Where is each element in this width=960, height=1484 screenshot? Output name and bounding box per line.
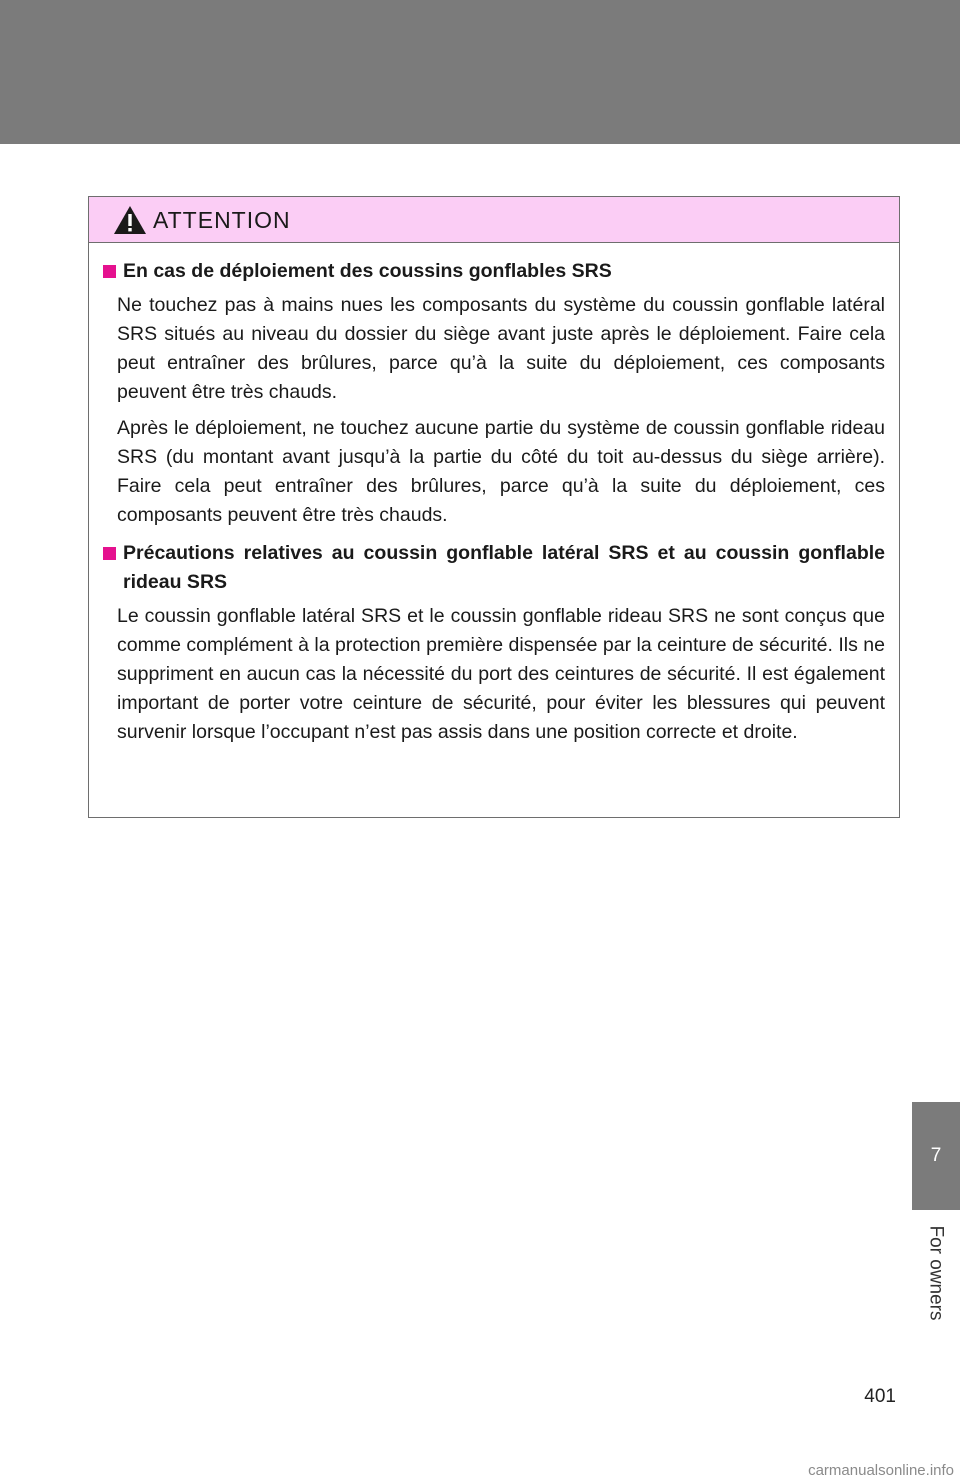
chapter-label: For owners [926,1225,947,1321]
watermark: carmanualsonline.info [808,1462,954,1479]
attention-body [89,243,899,747]
warning-triangle-icon [113,205,147,235]
section-heading [103,539,885,597]
square-bullet-icon [103,547,116,560]
paragraph: Le coussin gonflable latéral SRS et le coussin gonflable rideau SRS ne sont conçus que comme complément à la protection première dispensée par la ceinture de sécurité. Ils ne suppriment en aucun cas la nécessité du port des ceintures de sécurité. Il est également important de porter votre ceinture de sécurité, pour éviter les blessures qui peuvent survenir lorsque l’occupant n’est pas assis dans une position correcte et droite. [117,605,885,743]
attention-header [89,197,899,243]
paragraph: Ne touchez pas à mains nues les composants du système du coussin gonflable latéral SRS situés au niveau du dossier du siège avant juste après le déploiement. Faire cela peut entraîner des brûlures, parce qu’à la suite du déploiement, ces composants peuvent être très chauds. [117,294,885,403]
section-deployment [103,257,885,530]
page-number: 401 [864,1386,896,1407]
chapter-number: 7 [930,1145,942,1166]
section-heading [103,257,885,286]
paragraph: Après le déploiement, ne touchez aucune partie du système de coussin gonflable rideau SRS (du montant avant jusqu’à la partie du côté du toit au-dessus du siège arrière). Faire cela peut entraîner des brûlures, parce qu’à la suite du déploiement, ces composants peuvent être très chauds. [117,417,885,526]
attention-title: ATTENTION [153,207,291,233]
chapter-tab [912,1102,960,1210]
section-heading-text: Précautions relatives au coussin gonflable latéral SRS et au coussin gonflable rideau SRS [123,542,885,593]
square-bullet-icon [103,265,116,278]
section-heading-text: En cas de déploiement des coussins gonflables SRS [123,260,612,282]
section-precautions [103,539,885,747]
top-header-band [0,0,960,144]
chapter-label-box [912,1210,960,1336]
attention-box [88,196,900,818]
